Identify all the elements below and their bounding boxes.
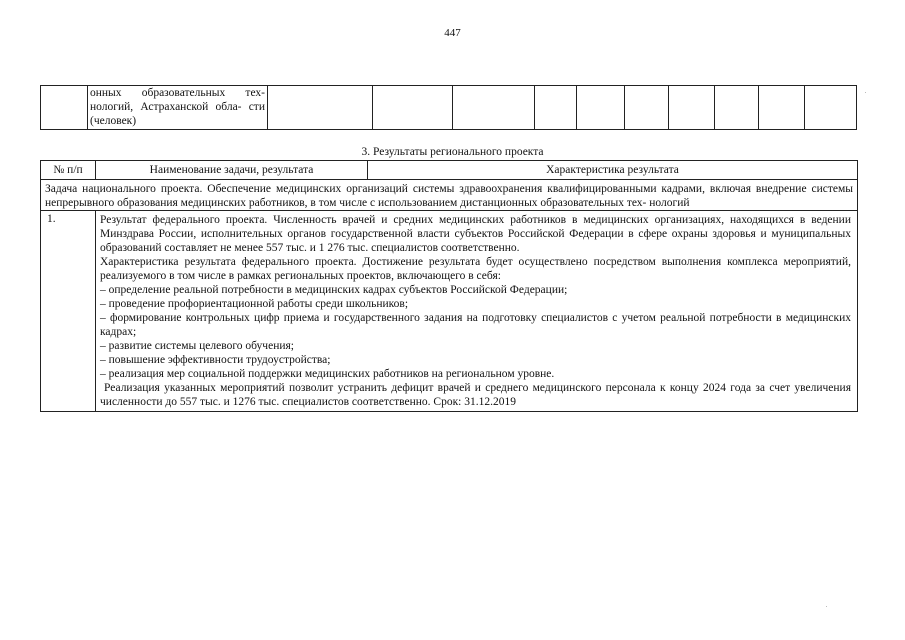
header-characteristic: Характеристика результата: [368, 161, 858, 180]
task-row: [41, 180, 858, 211]
result-paragraph: Реализация указанных мероприятий позволит устранить дефицит врачей и среднего медицинского персонала к концу 2024 года за счет увеличения численности до 557 тыс. и 1276 тыс. специалистов соответственно. Срок: 31.12.2019: [100, 382, 851, 408]
header-row: [41, 161, 858, 180]
result-list-item: – проведение профориентационной работы среди школьников;: [100, 298, 409, 310]
header-name: Наименование задачи, результата: [96, 161, 368, 180]
empty-cell: [268, 86, 373, 130]
result-list-item: – определение реальной потребности в медицинских кадрах субъектов Российской Федерации;: [100, 284, 568, 296]
empty-cell: [373, 86, 453, 130]
empty-cell: [41, 86, 88, 130]
result-list-item: – повышение эффективности трудоустройства;: [100, 354, 331, 366]
empty-cell: [625, 86, 669, 130]
scan-speck: [865, 92, 866, 93]
result-row: [41, 211, 858, 412]
page-number: 447: [444, 27, 461, 39]
empty-cell: [805, 86, 857, 130]
result-list-item: – формирование контрольных цифр приема и государственного задания на подготовку специалистов с учетом реальной потребности в медицинских кадрах;: [100, 312, 851, 338]
empty-cell: [577, 86, 625, 130]
empty-cell: [759, 86, 805, 130]
header-num: № п/п: [41, 161, 96, 180]
indicator-name-cell: онных образовательных тех- нологий, Астраханской обла- сти (человек): [88, 86, 268, 130]
scan-speck: [826, 606, 827, 607]
result-list-item: – реализация мер социальной поддержки медицинских работников на региональном уровне.: [100, 368, 555, 380]
result-num: 1.: [41, 211, 96, 412]
continuation-table: [40, 85, 857, 130]
empty-cell: [715, 86, 759, 130]
empty-cell: [453, 86, 535, 130]
result-list-item: – развитие системы целевого обучения;: [100, 340, 294, 352]
result-body: [96, 211, 858, 412]
empty-cell: [669, 86, 715, 130]
result-paragraph: Результат федерального проекта. Численность врачей и средних медицинских работников в медицинских организациях, находящихся в ведении Минздрава России, исполнительных органов государственной власти субъектов Российской Федерации в сфере охраны здоровья и муниципальных образований составляет не менее 557 тыс. и 1 276 тыс. специалистов соответственно.: [100, 214, 851, 254]
result-paragraph: Характеристика результата федерального проекта. Достижение результата будет осуществлено посредством выполнения комплекса мероприятий, реализуемого в том числе в рамках региональных проектов, включающего в себя:: [100, 256, 851, 282]
empty-cell: [535, 86, 577, 130]
continuation-row: [41, 86, 857, 130]
section-title: 3. Результаты регионального проекта: [361, 146, 544, 158]
task-text: Задача национального проекта. Обеспечение медицинских организаций системы здравоохранения квалифицированными кадрами, включая внедрение системы непрерывного образования медицинских работников, в том числе с использованием дистанционных образовательных тех- нологий: [41, 180, 858, 211]
results-table: [40, 160, 858, 412]
